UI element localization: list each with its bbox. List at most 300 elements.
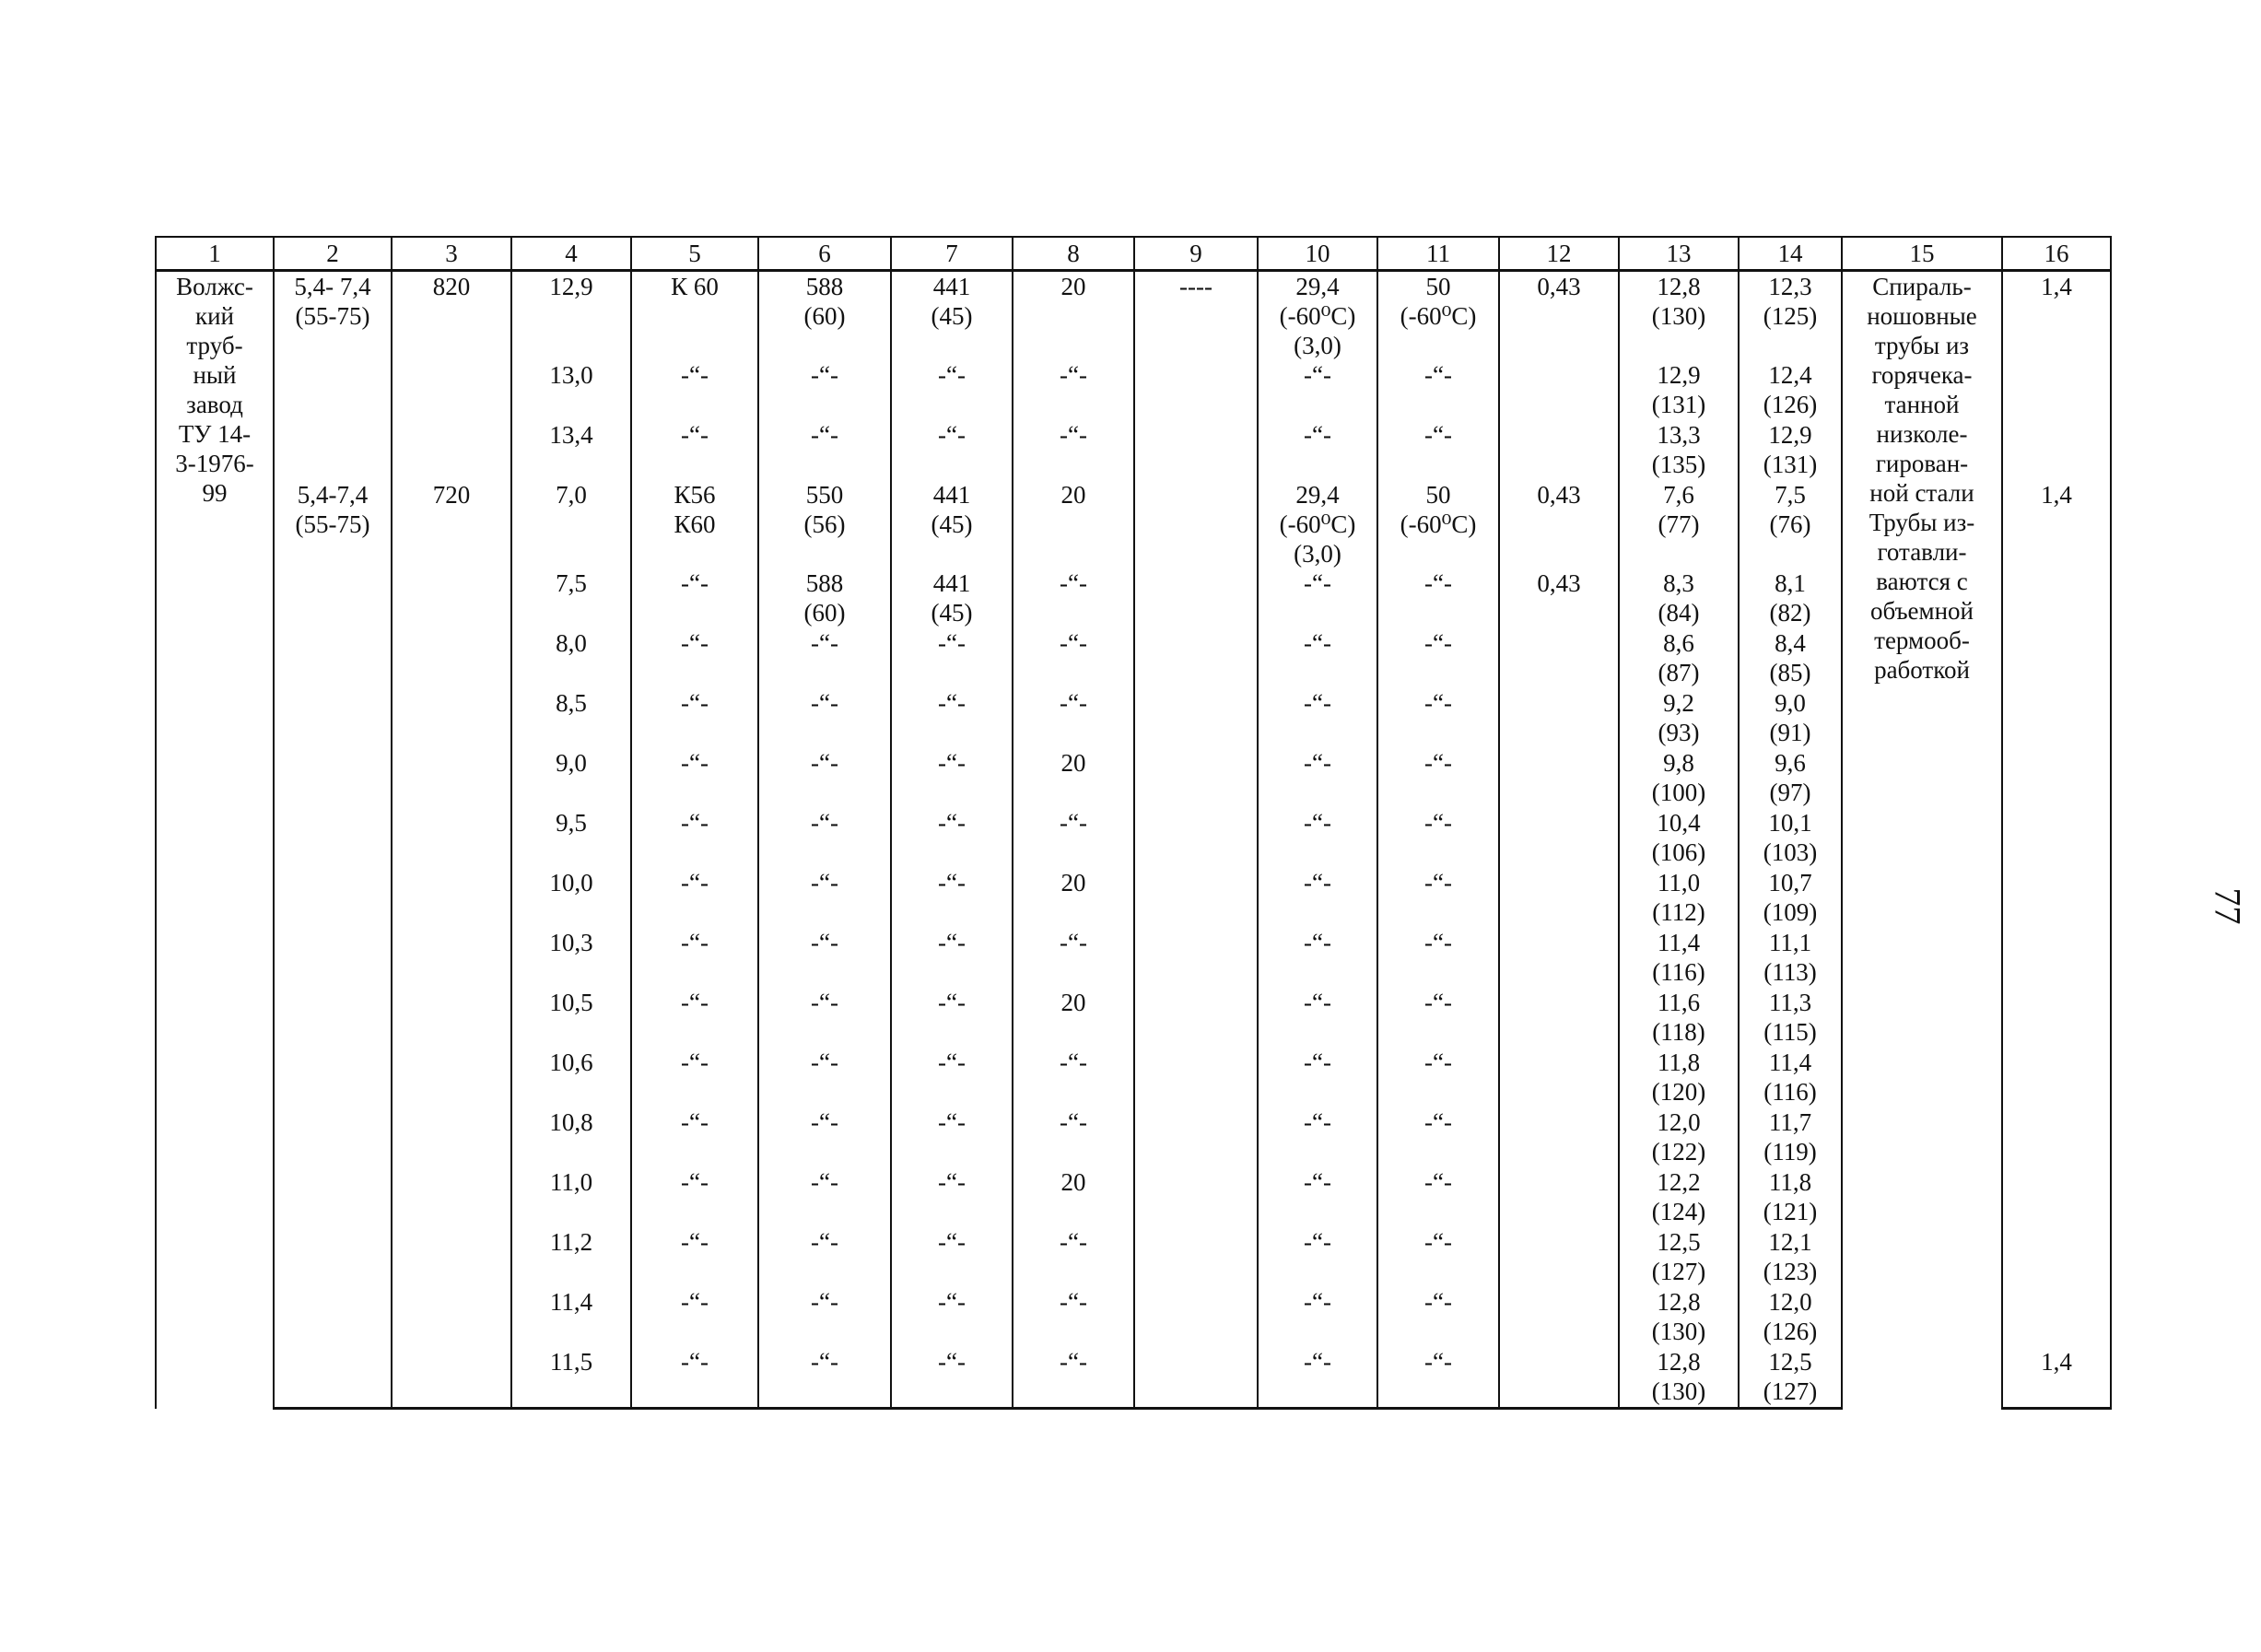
cell-col-11: [1377, 360, 1499, 420]
cell-line: ношовные: [1867, 302, 1977, 330]
cell-col-11: [1377, 1107, 1499, 1167]
cell-col-10: [1258, 748, 1377, 808]
table-row: [156, 688, 2111, 748]
cell-line: 441: [932, 569, 971, 597]
column-header: 15: [1842, 237, 2002, 271]
cell-line: 588: [805, 569, 844, 597]
cell-line: 9,5: [556, 809, 587, 837]
cell-line: -“-: [811, 1348, 838, 1376]
cell-col-11: [1377, 1227, 1499, 1287]
cell-col-2: [274, 480, 392, 568]
cell-col-14: [1739, 480, 1842, 568]
cell-col-3: [392, 568, 511, 628]
cell-line: К60: [674, 510, 716, 538]
table-body: [156, 271, 2111, 1409]
cell-col-8: [1013, 1227, 1134, 1287]
column-header: 14: [1739, 237, 1842, 271]
cell-line: 12,4: [1768, 361, 1812, 389]
cell-col-12: [1499, 628, 1619, 688]
cell-line: 9,8: [1663, 749, 1694, 777]
cell-col-7: [891, 988, 1013, 1048]
cell-col-7: [891, 420, 1013, 480]
column-header: 13: [1619, 237, 1739, 271]
cell-line: (106): [1651, 838, 1706, 866]
cell-line: -“-: [1304, 869, 1331, 896]
cell-line: -“-: [938, 929, 966, 956]
cell-line: -“-: [1424, 1108, 1452, 1136]
cell-col-7: [891, 1347, 1013, 1409]
cell-col-10: [1258, 688, 1377, 748]
cell-col-6: [758, 988, 891, 1048]
cell-line: 1,4: [2041, 273, 2072, 300]
cell-line: 10,6: [549, 1049, 593, 1076]
cell-line: готавли-: [1877, 538, 1967, 566]
cell-line: -“-: [1060, 1348, 1087, 1376]
cell-col-8: [1013, 480, 1134, 568]
cell-col-12: [1499, 988, 1619, 1048]
cell-col-4: [511, 928, 631, 988]
cell-line: термооб-: [1874, 627, 1970, 654]
cell-col-3: [392, 480, 511, 568]
cell-col-6: [758, 1167, 891, 1227]
cell-col-8: [1013, 568, 1134, 628]
cell-col-9: [1134, 568, 1258, 628]
cell-col-3: [392, 808, 511, 868]
cell-line: (93): [1658, 719, 1700, 746]
cell-line: 13,0: [549, 361, 593, 389]
cell-line: -“-: [1424, 1288, 1452, 1316]
cell-col-10: [1258, 628, 1377, 688]
cell-line: -“-: [1304, 361, 1331, 389]
cell-col-5: [631, 868, 758, 928]
cell-col-8: [1013, 420, 1134, 480]
cell-line: (60): [803, 599, 846, 627]
cell-col-8: [1013, 988, 1134, 1048]
cell-col-4: [511, 1167, 631, 1227]
cell-col-6: [758, 568, 891, 628]
cell-col-3: [392, 420, 511, 480]
cell-line: завод: [186, 391, 243, 418]
cell-line: (-60⁰С): [1279, 510, 1356, 538]
cell-line: -“-: [1060, 629, 1087, 657]
cell-line: -“-: [1424, 1168, 1452, 1196]
cell-col-11: [1377, 988, 1499, 1048]
cell-line: -“-: [681, 629, 709, 657]
cell-line: (56): [803, 510, 846, 538]
cell-col-4: [511, 271, 631, 361]
cell-line: -“-: [811, 1108, 838, 1136]
pipe-spec-table: [155, 236, 2112, 1410]
cell-line: 8,6: [1663, 629, 1694, 657]
cell-line: -“-: [1304, 809, 1331, 837]
cell-line: 11,1: [1768, 929, 1812, 956]
cell-col-12: [1499, 568, 1619, 628]
cell-line: -“-: [938, 869, 966, 896]
cell-col-11: [1377, 1347, 1499, 1409]
cell-col-12: [1499, 1347, 1619, 1409]
cell-col-2: [274, 688, 392, 748]
cell-col-8: [1013, 868, 1134, 928]
cell-line: 12,9: [1657, 361, 1701, 389]
table-row: [156, 1227, 2111, 1287]
cell-col-6: [758, 271, 891, 361]
cell-line: (113): [1763, 958, 1817, 986]
cell-line: (100): [1651, 779, 1706, 806]
cell-line: (-60⁰С): [1400, 510, 1477, 538]
cell-line: -“-: [1304, 1288, 1331, 1316]
cell-line: -“-: [1424, 689, 1452, 717]
cell-line: -“-: [1304, 569, 1331, 597]
cell-col-7: [891, 928, 1013, 988]
document-sheet: [155, 236, 2101, 1436]
cell-line: -“-: [938, 989, 966, 1016]
cell-col-11: [1377, 808, 1499, 868]
cell-line: -“-: [681, 989, 709, 1016]
cell-col-2: [274, 360, 392, 420]
cell-col-5: [631, 1347, 758, 1409]
cell-col-9: [1134, 1227, 1258, 1287]
cell-col-12: [1499, 808, 1619, 868]
cell-line: 720: [432, 481, 471, 509]
column-header: 16: [2002, 237, 2111, 271]
table-row: [156, 628, 2111, 688]
cell-line: -“-: [811, 421, 838, 449]
cell-line: -“-: [681, 869, 709, 896]
cell-col-2: [274, 1107, 392, 1167]
cell-line: (124): [1651, 1198, 1706, 1225]
cell-line: 11,7: [1768, 1108, 1812, 1136]
cell-col-13: [1619, 928, 1739, 988]
cell-line: -“-: [811, 1228, 838, 1256]
cell-col-16: [2002, 868, 2111, 928]
cell-col-10: [1258, 928, 1377, 988]
cell-line: (127): [1763, 1377, 1818, 1405]
cell-line: -“-: [938, 361, 966, 389]
cell-line: ный: [193, 361, 237, 389]
cell-col-16: [2002, 628, 2111, 688]
cell-line: 12,1: [1768, 1228, 1812, 1256]
cell-line: 20: [1060, 481, 1086, 509]
cell-line: -“-: [1424, 1049, 1452, 1076]
cell-col-14: [1739, 1347, 1842, 1409]
cell-col-4: [511, 868, 631, 928]
cell-col-9: [1134, 1048, 1258, 1107]
cell-col-9: [1134, 271, 1258, 361]
cell-col-4: [511, 1048, 631, 1107]
cell-col-9: [1134, 928, 1258, 988]
cell-line: -“-: [1304, 1108, 1331, 1136]
table-row: [156, 988, 2111, 1048]
cell-line: 10,3: [549, 929, 593, 956]
cell-line: -“-: [681, 1288, 709, 1316]
cell-col-13: [1619, 988, 1739, 1048]
cell-line: К56: [674, 481, 716, 509]
cell-line: -“-: [938, 1049, 966, 1076]
cell-line: (76): [1769, 510, 1811, 538]
cell-line: 8,4: [1775, 629, 1806, 657]
cell-line: (82): [1769, 599, 1811, 627]
cell-line: горячека-: [1871, 361, 1973, 389]
cell-col-7: [891, 748, 1013, 808]
cell-line: 11,4: [1657, 929, 1701, 956]
cell-col-7: [891, 868, 1013, 928]
cell-line: 12,8: [1657, 273, 1701, 300]
cell-col-10: [1258, 420, 1377, 480]
cell-col-8: [1013, 271, 1134, 361]
cell-col-16: [2002, 748, 2111, 808]
cell-line: (112): [1652, 898, 1705, 926]
column-header: 8: [1013, 237, 1134, 271]
cell-col-7: [891, 568, 1013, 628]
cell-line: 10,7: [1768, 869, 1812, 896]
table-row: [156, 1048, 2111, 1107]
cell-line: -“-: [1304, 1348, 1331, 1376]
cell-col-5: [631, 988, 758, 1048]
cell-line: -“-: [681, 689, 709, 717]
column-header: 7: [891, 237, 1013, 271]
cell-line: 5,4-7,4: [297, 481, 369, 509]
table-row: [156, 928, 2111, 988]
cell-col-13: [1619, 568, 1739, 628]
column-header: 9: [1134, 237, 1258, 271]
cell-col-7: [891, 360, 1013, 420]
cell-line: 20: [1060, 869, 1086, 896]
column-header: 10: [1258, 237, 1377, 271]
cell-line: 11,0: [1657, 869, 1701, 896]
cell-line: -“-: [1060, 1228, 1087, 1256]
cell-line: -“-: [1060, 1108, 1087, 1136]
cell-line: 0,43: [1537, 273, 1581, 300]
cell-col-13: [1619, 688, 1739, 748]
cell-col-10: [1258, 1287, 1377, 1347]
cell-col-6: [758, 1227, 891, 1287]
cell-col-2: [274, 1287, 392, 1347]
cell-line: 20: [1060, 273, 1086, 300]
cell-line: К 60: [671, 273, 719, 300]
cell-col-10: [1258, 988, 1377, 1048]
cell-line: (115): [1763, 1018, 1817, 1046]
cell-line: 9,0: [556, 749, 587, 777]
cell-line: 29,4: [1295, 273, 1340, 300]
cell-line: -“-: [938, 421, 966, 449]
cell-col-7: [891, 1048, 1013, 1107]
cell-line: (131): [1651, 391, 1706, 418]
cell-line: (122): [1651, 1138, 1706, 1166]
table-row: [156, 868, 2111, 928]
cell-col-12: [1499, 420, 1619, 480]
cell-line: -“-: [1424, 629, 1452, 657]
cell-line: 12,8: [1657, 1288, 1701, 1316]
cell-line: -“-: [811, 869, 838, 896]
cell-col-9: [1134, 1287, 1258, 1347]
cell-col-2: [274, 628, 392, 688]
cell-line: (-60⁰С): [1279, 302, 1356, 330]
cell-line: труб-: [186, 332, 243, 359]
cell-line: -“-: [1060, 1288, 1087, 1316]
cell-col-11: [1377, 568, 1499, 628]
cell-col-9: [1134, 748, 1258, 808]
cell-col-10: [1258, 1107, 1377, 1167]
cell-col-9: [1134, 688, 1258, 748]
cell-col-10: [1258, 360, 1377, 420]
cell-line: -“-: [938, 689, 966, 717]
cell-line: 11,8: [1657, 1049, 1701, 1076]
cell-line: -“-: [811, 1168, 838, 1196]
cell-line: 11,5: [549, 1348, 593, 1376]
cell-col-9: [1134, 1167, 1258, 1227]
cell-col-8: [1013, 748, 1134, 808]
cell-line: -“-: [1304, 629, 1331, 657]
cell-line: 12,2: [1657, 1168, 1701, 1196]
cell-line: 5,4- 7,4: [294, 273, 371, 300]
cell-col-11: [1377, 928, 1499, 988]
cell-col-16: [2002, 360, 2111, 420]
cell-col-7: [891, 1227, 1013, 1287]
table-row: [156, 420, 2111, 480]
cell-line: 3-1976-: [175, 450, 254, 477]
cell-line: -“-: [1304, 929, 1331, 956]
cell-col-3: [392, 1227, 511, 1287]
cell-col-2: [274, 1227, 392, 1287]
cell-line: -“-: [1304, 421, 1331, 449]
cell-col-5: [631, 1048, 758, 1107]
cell-line: 11,3: [1768, 989, 1812, 1016]
cell-line: (126): [1763, 391, 1818, 418]
cell-col-10: [1258, 1167, 1377, 1227]
cell-col-7: [891, 480, 1013, 568]
cell-col-12: [1499, 360, 1619, 420]
cell-col-8: [1013, 808, 1134, 868]
cell-col-2: [274, 928, 392, 988]
cell-col-5: [631, 1107, 758, 1167]
cell-line: 11,4: [549, 1288, 593, 1316]
cell-col-11: [1377, 748, 1499, 808]
cell-line: 10,0: [549, 869, 593, 896]
cell-col-9: [1134, 420, 1258, 480]
cell-line: 10,4: [1657, 809, 1701, 837]
cell-col-14: [1739, 420, 1842, 480]
cell-line: -“-: [1304, 989, 1331, 1016]
cell-col-3: [392, 988, 511, 1048]
cell-col-13: [1619, 360, 1739, 420]
cell-line: 9,2: [1663, 689, 1694, 717]
cell-line: -“-: [811, 749, 838, 777]
cell-line: -“-: [1060, 929, 1087, 956]
cell-col-14: [1739, 1048, 1842, 1107]
cell-line: (118): [1652, 1018, 1705, 1046]
cell-line: 10,8: [549, 1108, 593, 1136]
table-row: [156, 568, 2111, 628]
cell-line: (87): [1658, 659, 1700, 686]
cell-line: 9,6: [1775, 749, 1806, 777]
cell-col-11: [1377, 1167, 1499, 1227]
cell-col-5: [631, 628, 758, 688]
cell-col-12: [1499, 1167, 1619, 1227]
cell-col-8: [1013, 1347, 1134, 1409]
cell-line: 11,2: [549, 1228, 593, 1256]
cell-col-16: [2002, 420, 2111, 480]
cell-col-13: [1619, 1107, 1739, 1167]
cell-col-16: [2002, 1347, 2111, 1409]
cell-col-10: [1258, 1048, 1377, 1107]
cell-line: 7,5: [556, 569, 587, 597]
column-header: 11: [1377, 237, 1499, 271]
cell-col-5: [631, 420, 758, 480]
cell-line: (135): [1651, 451, 1706, 478]
cell-col-13: [1619, 1227, 1739, 1287]
cell-line: -“-: [1060, 809, 1087, 837]
cell-col-10: [1258, 1347, 1377, 1409]
cell-col-4: [511, 568, 631, 628]
column-header: 6: [758, 237, 891, 271]
cell-col-5: [631, 1227, 758, 1287]
cell-line: 1,4: [2041, 1348, 2072, 1376]
cell-col-13: [1619, 868, 1739, 928]
cell-col-4: [511, 808, 631, 868]
cell-col-4: [511, 420, 631, 480]
cell-line: (55-75): [295, 510, 370, 538]
cell-col-14: [1739, 271, 1842, 361]
cell-col-4: [511, 360, 631, 420]
cell-col-12: [1499, 868, 1619, 928]
cell-col-16: [2002, 1167, 2111, 1227]
cell-col-12: [1499, 480, 1619, 568]
cell-col-2: [274, 1347, 392, 1409]
cell-col-16: [2002, 568, 2111, 628]
cell-line: (55-75): [295, 302, 370, 330]
cell-line: Волжс-: [176, 273, 253, 300]
cell-col-3: [392, 688, 511, 748]
cell-line: 99: [202, 479, 228, 507]
cell-col-14: [1739, 808, 1842, 868]
cell-line: кий: [194, 302, 235, 330]
cell-line: (127): [1651, 1258, 1706, 1285]
cell-line: -“-: [1304, 749, 1331, 777]
cell-line: 12,9: [549, 273, 593, 300]
note-cell: [1842, 271, 2002, 1409]
cell-col-3: [392, 1048, 511, 1107]
cell-line: -“-: [1304, 1168, 1331, 1196]
cell-col-11: [1377, 688, 1499, 748]
cell-col-13: [1619, 1048, 1739, 1107]
cell-line: (125): [1763, 302, 1818, 330]
cell-col-2: [274, 271, 392, 361]
cell-col-2: [274, 748, 392, 808]
cell-col-7: [891, 808, 1013, 868]
cell-col-6: [758, 868, 891, 928]
cell-line: Трубы из-: [1869, 509, 1975, 536]
cell-line: 50: [1425, 481, 1451, 509]
cell-line: 50: [1425, 273, 1451, 300]
cell-line: -“-: [1424, 929, 1452, 956]
cell-col-8: [1013, 1107, 1134, 1167]
cell-col-12: [1499, 1107, 1619, 1167]
cell-col-11: [1377, 1048, 1499, 1107]
cell-col-7: [891, 1107, 1013, 1167]
cell-col-6: [758, 360, 891, 420]
cell-col-4: [511, 1227, 631, 1287]
cell-line: 7,5: [1775, 481, 1806, 509]
cell-col-16: [2002, 988, 2111, 1048]
cell-col-10: [1258, 808, 1377, 868]
cell-col-3: [392, 1347, 511, 1409]
cell-line: танной: [1884, 391, 1960, 418]
cell-line: ной стали: [1869, 479, 1974, 507]
cell-line: 11,6: [1657, 989, 1701, 1016]
column-number-row: [156, 237, 2111, 271]
cell-line: (116): [1652, 958, 1705, 986]
cell-col-14: [1739, 360, 1842, 420]
